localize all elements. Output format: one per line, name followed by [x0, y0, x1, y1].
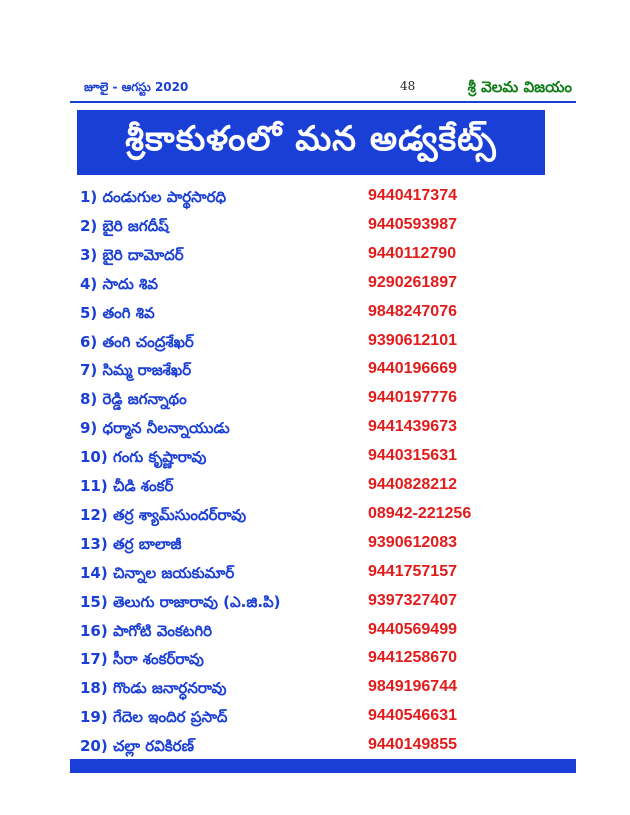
advocate-phone: 9440315631 — [368, 447, 457, 465]
advocate-name: 3) బైరి దామోదర్ — [80, 245, 184, 264]
advocate-phone: 08942-221256 — [368, 504, 472, 522]
advocate-name: 2) బైరి జగదీష్ — [80, 216, 169, 235]
advocate-phone: 9849196744 — [368, 678, 457, 696]
advocate-name: 20) చల్లా రవికిరణ్ — [80, 737, 194, 756]
list-item — [80, 387, 560, 415]
magazine-name: శ్రీ వెలమ విజయం — [467, 78, 572, 96]
advocate-phone: 9441439673 — [368, 418, 457, 436]
advocate-phone: 9440417374 — [368, 187, 457, 204]
list-item — [80, 358, 560, 386]
list-item — [80, 330, 560, 358]
list-item — [80, 705, 560, 733]
list-item — [80, 676, 560, 704]
list-item — [80, 532, 560, 560]
advocate-phone: 9390612083 — [368, 533, 457, 551]
advocate-phone: 9441757157 — [368, 562, 457, 580]
list-item — [80, 561, 560, 589]
advocate-phone: 9440196669 — [368, 360, 457, 378]
advocate-name: 11) చీడి శంకర్ — [80, 477, 174, 495]
list-item — [80, 214, 560, 242]
list-item — [80, 734, 560, 762]
advocate-name: 7) సిమ్మ రాజశేఖర్ — [80, 361, 192, 380]
advocate-name: 16) పాగోటి వెంకటగిరి — [80, 621, 213, 640]
list-item — [80, 647, 560, 675]
page-header — [70, 78, 576, 103]
list-item — [80, 503, 560, 531]
issue-date: జూలై - ఆగస్టు 2020 — [84, 80, 189, 94]
advocate-name: 18) గొండు జనార్ధనరావు — [80, 679, 227, 698]
advocate-name: 12) తర్ర శ్యామ్‌సుందర్‌రావు — [80, 505, 247, 524]
advocate-phone: 9441258670 — [368, 649, 457, 667]
advocate-phone: 9290261897 — [368, 273, 457, 291]
advocate-phone: 9440546631 — [368, 707, 457, 725]
advocate-phone: 9848247076 — [368, 302, 457, 320]
advocate-phone: 9440593987 — [368, 215, 457, 233]
list-item — [80, 243, 560, 271]
advocate-name: 10) గంగు కృష్ణారావు — [80, 448, 207, 467]
list-item — [80, 301, 560, 329]
list-item — [80, 445, 560, 473]
list-item — [80, 590, 560, 618]
advocate-phone: 9440828212 — [368, 476, 457, 493]
advocate-phone: 9440149855 — [368, 736, 457, 754]
advocate-name: 13) తర్ర బాలాజీ — [80, 534, 182, 553]
advocate-name: 14) చిన్నాల జయకుమార్ — [80, 563, 235, 582]
advocate-phone: 9440197776 — [368, 389, 457, 407]
advocate-name: 6) తంగి చంద్రశేఖర్ — [80, 332, 194, 351]
list-item — [80, 619, 560, 647]
advocate-phone: 9440569499 — [368, 620, 457, 638]
advocate-name: 1) దండుగుల పార్థసారధి — [80, 188, 227, 206]
list-item — [80, 474, 560, 502]
page-number: 48 — [400, 79, 416, 93]
list-item — [80, 416, 560, 444]
list-item — [80, 185, 560, 213]
advocate-name: 19) గేదెల ఇందిర ప్రసాద్ — [80, 708, 228, 727]
advocate-phone: 9390612101 — [368, 331, 457, 349]
advocate-phone: 9440112790 — [368, 244, 457, 262]
advocate-name: 17) సీరా శంకర్‌రావు — [80, 650, 204, 669]
advocate-name: 15) తెలుగు రాజారావు (ఎ.జి.పి) — [80, 592, 281, 611]
list-item — [80, 272, 560, 300]
bottom-bar — [70, 759, 576, 773]
advocate-name: 9) ధర్మాన నీలన్నాయుడు — [80, 419, 230, 438]
advocate-name: 5) తంగి శివ — [80, 303, 155, 322]
title-banner — [77, 110, 545, 175]
advocate-name: 4) సాదు శివ — [80, 274, 158, 293]
advocate-phone: 9397327407 — [368, 591, 457, 609]
page-title: శ్రీకాకుళంలో మన అడ్వకేట్స్ — [125, 118, 497, 159]
advocate-name: 8) రెడ్డి జగన్నాథం — [80, 390, 187, 409]
